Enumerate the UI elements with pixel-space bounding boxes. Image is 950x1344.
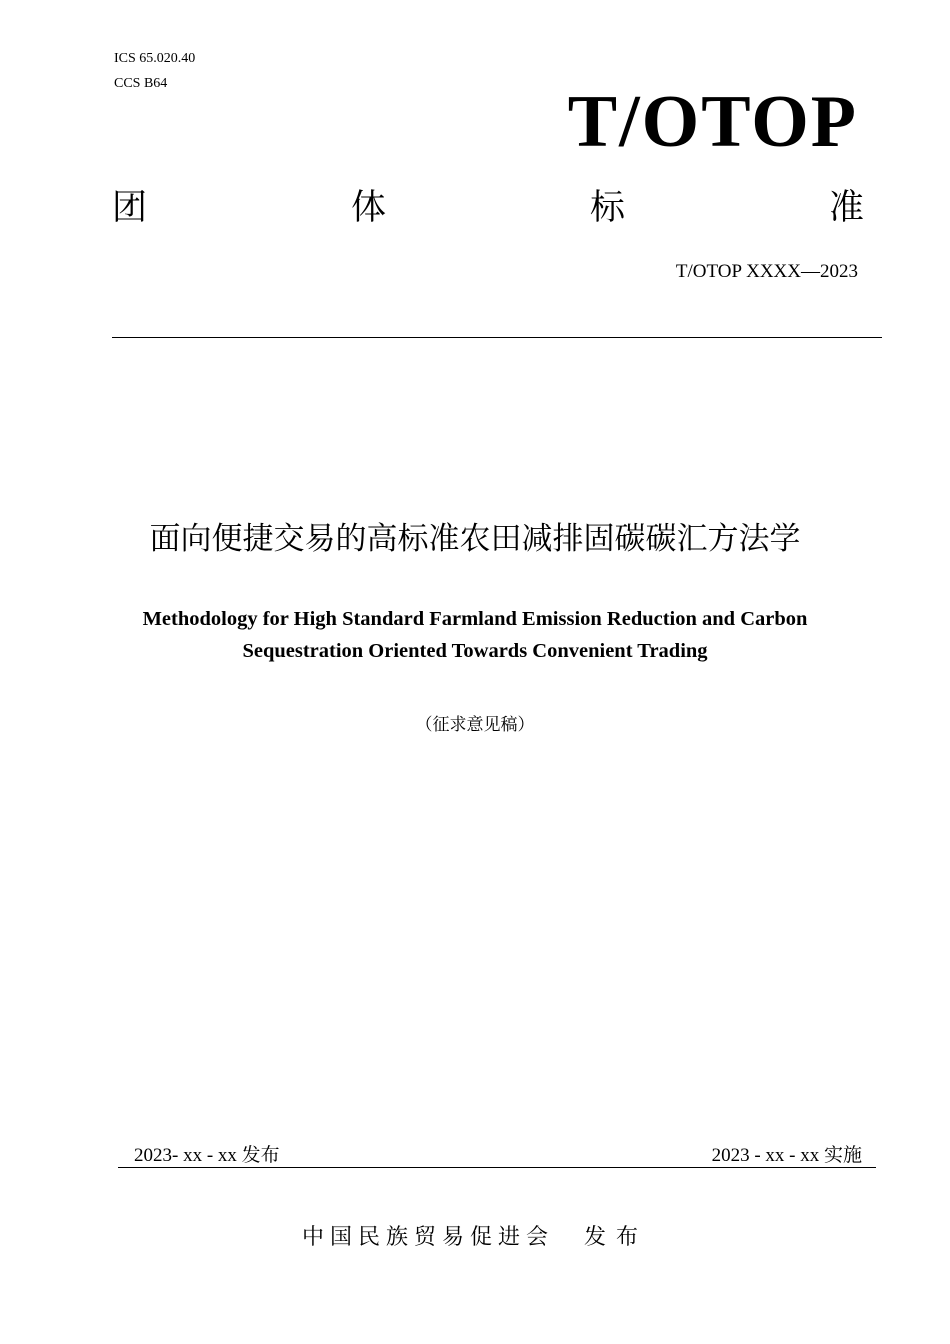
publisher-action: 发布 bbox=[584, 1225, 649, 1250]
date-divider bbox=[118, 1167, 876, 1168]
header-divider bbox=[112, 337, 882, 338]
standard-number: T/OTOP XXXX—2023 bbox=[675, 261, 858, 282]
implement-date-label: 实施 bbox=[823, 1144, 862, 1166]
implement-date bbox=[712, 1143, 862, 1168]
title-chinese: 面向便捷交易的高标准农田减排固碳碳汇方法学 bbox=[149, 521, 801, 557]
standard-type-char: 团 bbox=[112, 188, 148, 228]
ccs-code: CCS B64 bbox=[114, 76, 168, 91]
standard-type-char: 准 bbox=[828, 188, 864, 228]
standard-logo: T/OTOP bbox=[567, 81, 858, 163]
title-english-line: Sequestration Oriented Towards Convenient Trading bbox=[242, 640, 708, 662]
publish-date-label: 发布 bbox=[241, 1144, 280, 1166]
standard-type bbox=[112, 186, 864, 230]
publisher-organization: 中国民族贸易促进会 bbox=[301, 1225, 554, 1250]
standard-type-char: 体 bbox=[350, 188, 386, 228]
implement-date-value: 2023 - xx - xx bbox=[711, 1145, 820, 1166]
title-english bbox=[60, 603, 890, 667]
publish-date bbox=[134, 1143, 280, 1168]
draft-status: （征求意见稿） bbox=[415, 715, 535, 735]
publisher bbox=[0, 1222, 950, 1254]
publish-date-value: 2023- xx - xx bbox=[134, 1145, 237, 1166]
ics-code: ICS 65.020.40 bbox=[114, 51, 196, 66]
title-english-line: Methodology for High Standard Farmland Emission Reduction and Carbon bbox=[142, 608, 808, 630]
standard-type-char: 标 bbox=[589, 188, 625, 228]
